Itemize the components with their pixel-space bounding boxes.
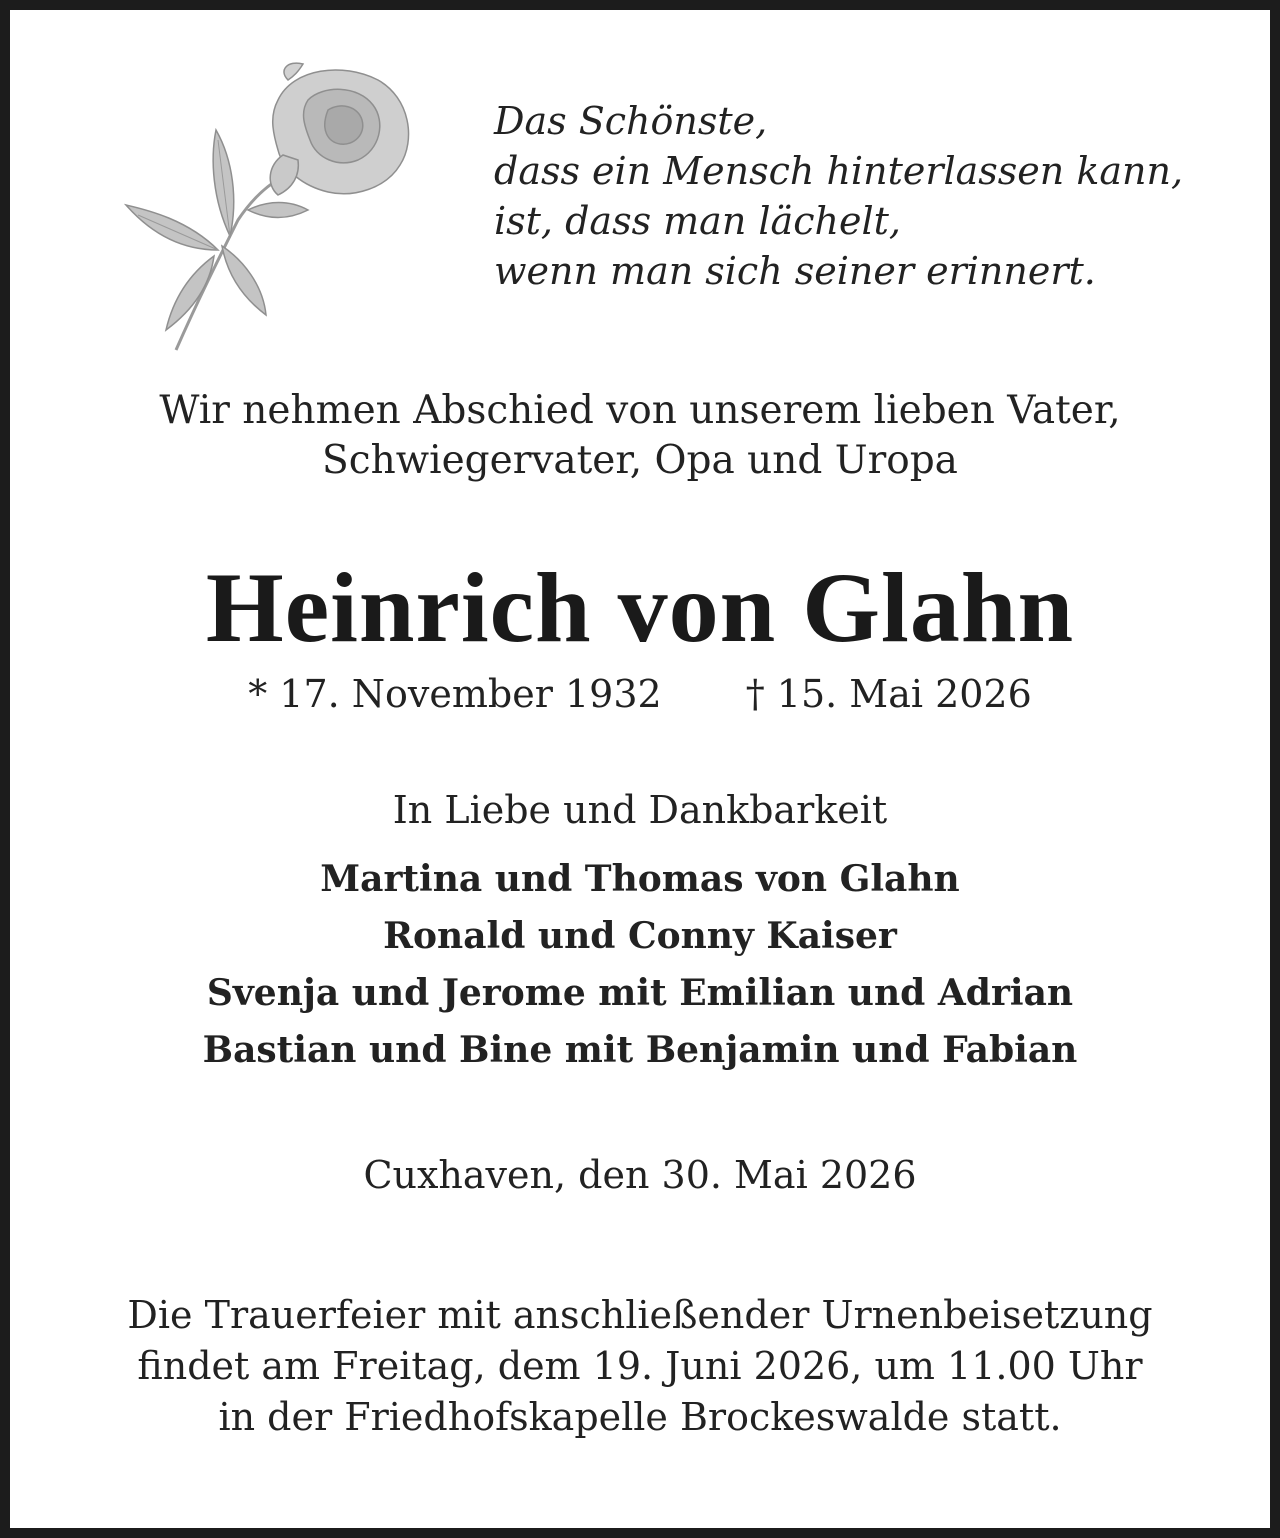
mourner-line: Bastian und Bine mit Benjamin und Fabian	[202, 1029, 1078, 1071]
deceased-name: Heinrich von Glahn	[205, 552, 1075, 663]
funeral-line: in der Friedhofskapelle Brockeswalde statt.	[218, 1395, 1062, 1439]
funeral-line: Die Trauerfeier mit anschließender Urnenbeisetzung	[127, 1293, 1153, 1337]
mourner-line: Ronald und Conny Kaiser	[383, 915, 897, 957]
farewell-intro-line: Wir nehmen Abschied von unserem lieben Vater,	[159, 388, 1121, 433]
funeral-line: findet am Freitag, dem 19. Juni 2026, um 11.00 Uhr	[137, 1344, 1143, 1388]
life-dates	[0, 670, 1280, 718]
poem-line: ist, dass man lächelt,	[494, 199, 901, 243]
farewell-intro	[0, 386, 1280, 486]
poem-line: Das Schönste,	[494, 99, 768, 143]
mourners-list	[0, 851, 1280, 1079]
mourners-intro: In Liebe und Dankbarkeit	[392, 788, 888, 832]
mourner-line: Svenja und Jerome mit Emilian und Adrian	[206, 972, 1074, 1014]
mourner-line: Martina und Thomas von Glahn	[320, 858, 960, 900]
poem-line: dass ein Mensch hinterlassen kann,	[494, 149, 1184, 193]
birth-date: * 17. November 1932	[248, 672, 662, 716]
funeral-info	[0, 1290, 1280, 1443]
death-date: † 15. Mai 2026	[745, 672, 1032, 716]
poem-line: wenn man sich seiner erinnert.	[494, 249, 1096, 293]
poem	[494, 96, 1234, 296]
place-and-date: Cuxhaven, den 30. Mai 2026	[363, 1153, 917, 1197]
farewell-intro-line: Schwiegervater, Opa und Uropa	[322, 438, 958, 483]
rose-icon	[118, 60, 418, 360]
